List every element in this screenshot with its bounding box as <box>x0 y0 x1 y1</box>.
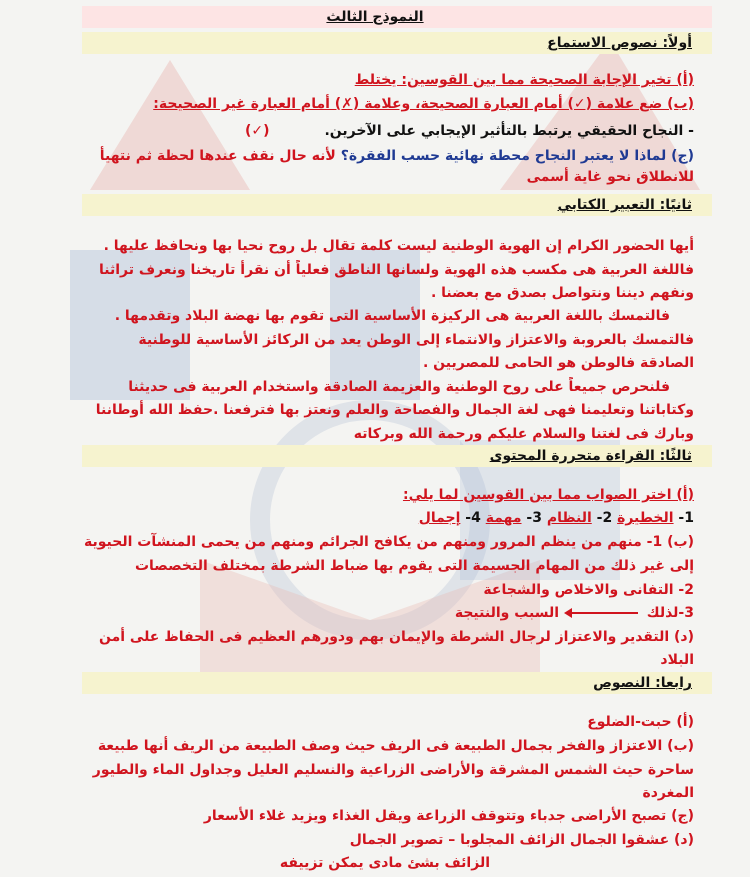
s3-q-b1-cont: إلى غير ذلك من المهام الجسيمة التى يقوم بها ضباط الشرطة بمختلف التخصصات <box>134 558 694 574</box>
answer-number: 3- <box>521 510 547 526</box>
s3-q-b2: 2- التفانى والاخلاص والشجاعة <box>483 582 694 598</box>
s1-q-c <box>60 146 694 166</box>
answer-number: 1- <box>673 510 694 526</box>
section-heading-writing: ثانيًا: التعبير الكتابي <box>557 197 692 213</box>
essay-line: فاللغة العربية هى مكسب هذه الهوية ولسانها الناطق فعلياً أن نقرأ تاريخنا ونعرف تراثنا <box>98 262 694 278</box>
answer-word: النظام <box>546 510 592 526</box>
s1-q-a: (أ) تخير الإجابة الصحيحة مما بين القوسين: يختلط <box>354 72 694 88</box>
answer-word: إجمال <box>418 510 461 526</box>
section-heading-texts: رابعا: النصوص <box>593 675 692 691</box>
s3-q-d2: البلاد <box>660 652 694 668</box>
arrow-icon <box>568 612 638 614</box>
essay-line: فالتمسك باللغة العربية هى الركيزة الأساسية التى تقوم بها نهضة البلاد وتقدمها . <box>114 308 670 324</box>
s1-q-c-answer-cont: للانطلاق نحو غاية أسمى <box>526 169 694 185</box>
s3-q-b1: (ب) 1- منهم من ينظم المرور ومنهم من يكافح الجرائم ومنهم من يحمى المنشآت الحيوية <box>84 534 694 550</box>
answer-word: الخطيرة <box>617 510 674 526</box>
page-title: النموذج الثالث <box>326 9 424 25</box>
s3-q-b3 <box>60 603 694 623</box>
s4-q-b2: ساحرة حيث الشمس المشرقة والأراضى الزراعية والنسليم العليل وجداول الماء والطيور <box>92 762 694 778</box>
s4-q-b3: المغردة <box>642 785 694 801</box>
s4-q-d2: الزائف بشئ مادى يمكن تزييفه <box>279 855 490 871</box>
essay-line: ونفهم ديننا ونتواصل بصدق مع بعضنا . <box>430 285 694 301</box>
essay-line: فالتمسك بالعروبة والاعتزاز والانتماء إلى الوطن يعد من الركائز الأساسية للوطنية <box>138 332 694 348</box>
s4-q-b1: (ب) الاعتزاز والفخر بجمال الطبيعة فى الريف حيث وصف الطبيعة من الريف أنها طبيعة <box>97 738 694 754</box>
answer-word: مهمة <box>485 510 522 526</box>
s1-q-b-statement: - النجاح الحقيقي يرتبط بالتأثير الإيجابي على الآخرين. <box>324 123 694 139</box>
s3-q-d1: (د) التقدير والاعتزاز لرجال الشرطة والإيمان بهم ودورهم العظيم فى الحفاظ على أمن <box>98 629 694 645</box>
s4-q-d1: (د) عشقوا الجمال الزائف المجلوبا – تصوير الجمال <box>349 832 694 848</box>
answer-number: 2- <box>591 510 618 526</box>
s1-q-b: (ب) ضع علامة (✓) أمام العبارة الصحيحة، وعلامة (✗) أمام العبارة غير الصحيحة: <box>153 96 694 112</box>
check-mark-icon: (✓) <box>245 123 270 139</box>
essay-line: وبارك فى لغتنا والسلام عليكم ورحمة الله وبركاته <box>353 426 694 442</box>
s3-q-a: (أ) اختر الصواب مما بين القوسين لما يلي: <box>402 487 694 503</box>
essay-line: الصادقة فالوطن هو الحامى للمصريين . <box>422 355 694 371</box>
section-heading-listening: أولاً: نصوص الاستماع <box>547 35 692 51</box>
answer-number: 4- <box>460 510 486 526</box>
essay-line: فلنحرص جميعاً على روح الوطنية والعزيمة الصادقة واستخدام العربية فى حديثنا <box>128 379 670 395</box>
s3-q-b3-word: 3-لذلك <box>646 605 694 621</box>
s1-q-c-answer: لأنه حال نقف عندها لحظة ثم نتهيأ <box>99 148 341 164</box>
essay-line: أيها الحضور الكرام إن الهوية الوطنية ليست كلمة تقال بل روح نحيا بها ونحافظ عليها . <box>103 238 694 254</box>
section-heading-reading: ثالثًا: القراءة متحررة المحتوى <box>489 448 692 464</box>
s3-q-a-answers <box>60 508 694 528</box>
s4-q-a: (أ) حبت-الضلوع <box>587 714 694 730</box>
s1-q-c-question: (ج) لماذا لا يعتبر النجاح محطة نهائية حسب الفقرة؟ <box>340 148 694 164</box>
s3-q-b3-relation: السبب والنتيجة <box>454 605 560 621</box>
s4-q-c: (ج) تصبح الأراضى جدباء وتتوقف الزراعة ويقل الغذاء ويزيد غلاء الأسعار <box>203 808 694 824</box>
essay-line: وكتاباتنا وتعليمنا فهى لغة الجمال والفصاحة والعلم ونعتز بها فترفعنا .حفظ الله أوطاننا <box>95 402 694 418</box>
s1-q-b-item <box>60 121 694 141</box>
